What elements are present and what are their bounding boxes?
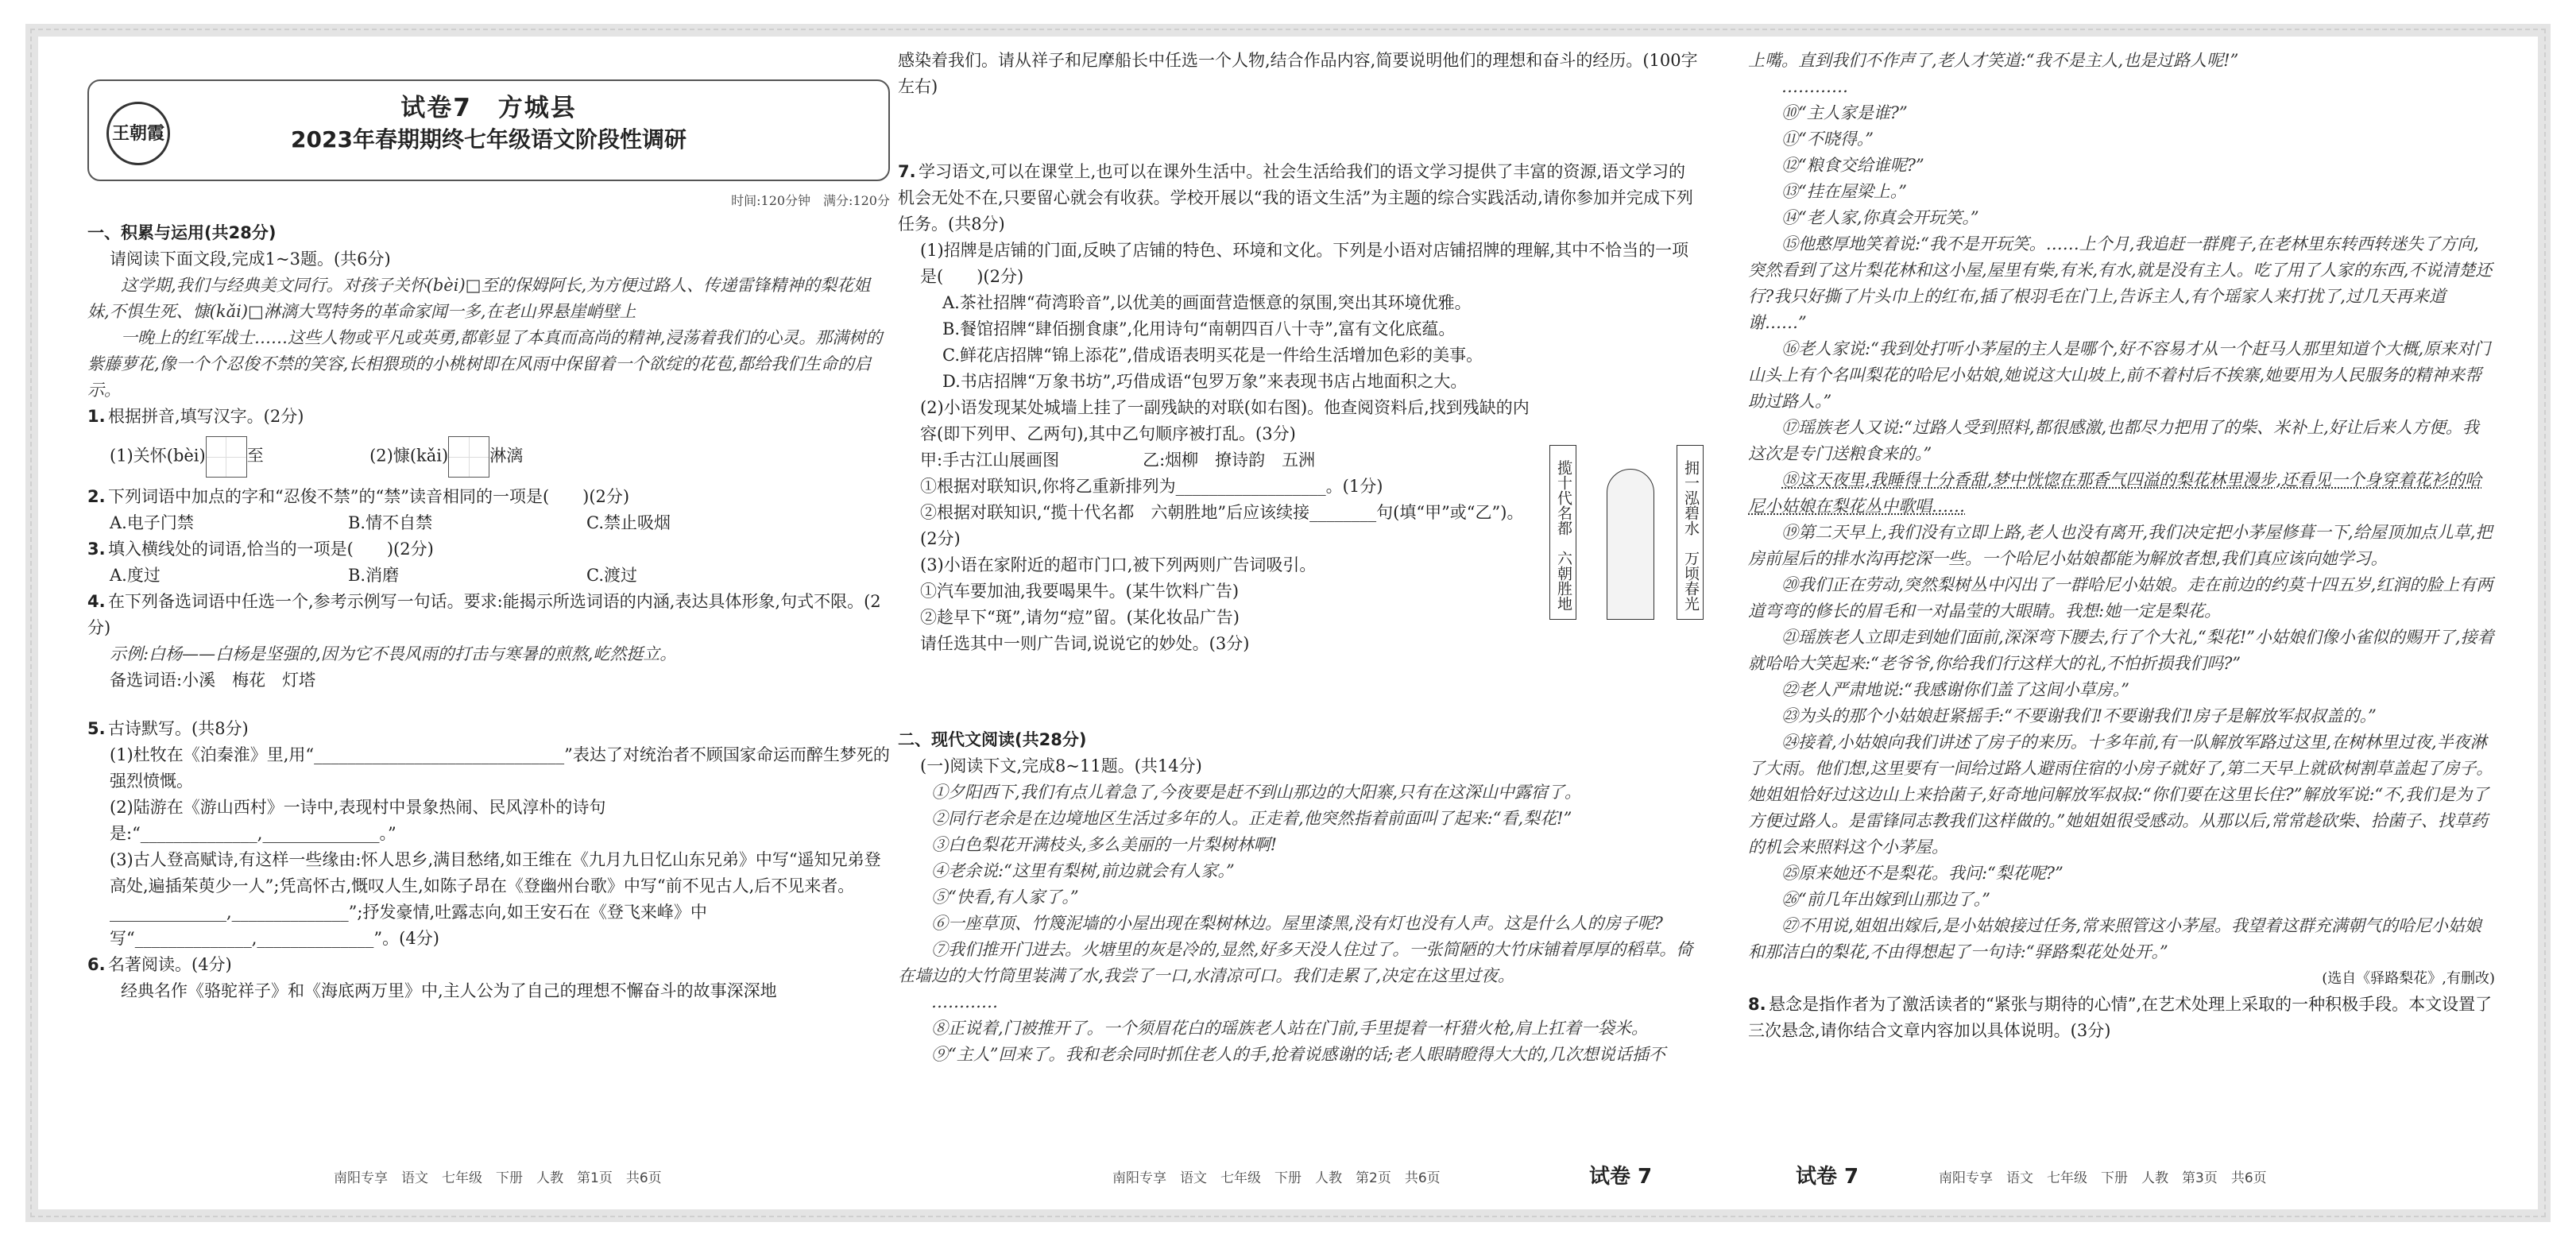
- q1a-box[interactable]: [206, 436, 247, 478]
- q7-couplet-lines: 甲:手古江山展画图 乙:烟柳 撩诗韵 五洲: [920, 451, 1316, 470]
- story-para: ㉓为头的那个小姑娘赶紧摇手:“不要谢我们!不要谢我们!房子是解放军叔叔盖的。”: [1781, 706, 2377, 725]
- q5-text: 古诗默写。(共8分): [108, 719, 249, 738]
- q6-text: 名著阅读。(4分): [108, 955, 232, 974]
- footer-page-2: 南阳专享 语文 七年级 下册 人教 第2页 共6页: [1112, 1170, 1441, 1186]
- section-1-title: 一、积累与运用(共28分): [87, 223, 277, 242]
- q3-options: A.度过 B.消磨 C.渡过: [110, 566, 637, 585]
- q8-number: 8.: [1748, 995, 1766, 1014]
- q7-subq-1: ①根据对联知识,你将乙重新排列为__________________。(1分): [920, 477, 1383, 496]
- q5-number: 5.: [87, 719, 106, 738]
- footer-exam-label-2: 试卷 7: [1796, 1165, 1859, 1189]
- section-1-intro: 请阅读下面文段,完成1~3题。(共6分): [110, 249, 391, 269]
- q7-part-1: (1)招牌是店铺的门面,反映了店铺的特色、环境和文化。下列是小语对店铺招牌的理解,其中不恰当的一项是( )(2分): [920, 241, 1689, 286]
- q5-part-2: (2)陆游在《游山西村》一诗中,表现村中景象热闹、民风淳朴的诗句是:“______________,______________。”: [110, 798, 606, 843]
- q2-text: 下列词语中加点的字和“忍俊不禁”的“禁”读音相同的一项是( )(2分): [108, 487, 630, 506]
- q1-text: 根据拼音,填写汉字。(2分): [108, 407, 304, 426]
- footer-page-3: 南阳专享 语文 七年级 下册 人教 第3页 共6页: [1939, 1170, 2267, 1186]
- q4-words: 备选词语:小溪 梅花 灯塔: [110, 671, 316, 690]
- q7-subq-2: ②根据对联知识,“揽十代名都 六朝胜地”后应该续接________句(填“甲”或“乙”)。(2分): [920, 503, 1524, 548]
- story-ellipsis: …………: [931, 992, 998, 1011]
- q3-number: 3.: [87, 540, 106, 559]
- story-para: ⑲第二天早上,我们没有立即上路,老人也没有离开,我们决定把小茅屋修葺一下,给屋顶加点儿草,把房前屋后的排水沟再挖深一些。一个哈尼小姑娘都能为解放者想,我们真应该向她学习。: [1748, 523, 2493, 568]
- section-2-title: 二、现代文阅读(共28分): [898, 730, 1087, 749]
- q7-text: 学习语文,可以在课堂上,也可以在课外生活中。社会生活给我们的语文学习提供了丰富的资源,语文学习的机会无处不在,只要留心就会有收获。学校开展以“我的语文生活”为主题的综合实践活动,请你参加并完成下列任务。(共8分): [898, 162, 1693, 234]
- q2-options: A.电子门禁 B.情不自禁 C.禁止吸烟: [110, 513, 671, 532]
- story-para: ㉔接着,小姑娘向我们讲述了房子的来历。十多年前,有一队解放军路过这里,在树林里过夜,半夜淋了大雨。他们想,这里要有一间给过路人避雨住宿的小房子就好了,第二天早上就砍树割草盖起了房子。她姐姐恰好过这边山上来拾菌子,好奇地问解放军叔叔:“你们要在这里长住?”解放军说:“不,我们是为了方便过路人。是雷锋同志教我们这样做的。”她姐姐很受感动。从那以后,常常趁砍柴、拾菌子、找草药的机会来照料这个小茅屋。: [1748, 733, 2493, 857]
- story-source: (选自《驿路梨花》,有删改): [2322, 970, 2495, 987]
- story-para-underlined: ⑱这天夜里,我睡得十分香甜,梦中恍惚在那香气四溢的梨花林里漫步,还看见一个身穿着花衫的哈尼小姑娘在梨花丛中歌唱……: [1748, 470, 2482, 516]
- story-para: ㉒老人严肃地说:“我感谢你们盖了这间小草房。”: [1781, 680, 2130, 699]
- q6-prompt: 经典名作《骆驼祥子》和《海底两万里》中,主人公为了自己的理想不懈奋斗的故事深深地: [121, 981, 777, 1000]
- story-para: ⑯老人家说:“我到处打听小茅屋的主人是哪个,好不容易才从一个赶马人那里知道个大概,原来对门山头上有个名叫梨花的哈尼小姑娘,她说这大山坡上,前不着村后不挨寨,她要用为人民服务的精神来帮助过路人。”: [1748, 339, 2491, 411]
- q7-option-c[interactable]: C.鲜花店招牌“锦上添花”,借成语表明买花是一件给生活增加色彩的美事。: [942, 346, 1483, 365]
- exam-meta: 时间:120分钟 满分:120分: [731, 193, 890, 208]
- story-para: ⑪“不晓得。”: [1781, 130, 1874, 149]
- story-para: ⑨“主人”回来了。我和老余同时抓住老人的手,抢着说感谢的话;老人眼睛瞪得大大的,几次想说话插不: [931, 1045, 1665, 1064]
- footer-exam-label-1: 试卷 7: [1589, 1165, 1653, 1189]
- story-para: ⑫“粮食交给谁呢?”: [1781, 156, 1924, 175]
- q3-text: 填入横线处的词语,恰当的一项是( )(2分): [108, 540, 434, 559]
- story-para: ④老余说:“这里有梨树,前边就会有人家。”: [931, 861, 1235, 880]
- story-para: ⑧正说着,门被推开了。一个须眉花白的瑶族老人站在门前,手里提着一杆猎火枪,肩上扛着一袋米。: [931, 1019, 1649, 1038]
- story-para: ⑮他憨厚地笑着说:“我不是开玩笑。……上个月,我追赶一群麂子,在老林里东转西转迷失了方向,突然看到了这片梨花林和这小屋,屋里有柴,有米,有水,就是没有主人。吃了用了人家的东西,不说清楚还行?我只好撕了片头巾上的红布,插了根羽毛在门上,告诉主人,有个瑶家人来打扰了,过几天再来道谢……”: [1748, 234, 2493, 332]
- couplet-illustration: [1549, 445, 1708, 628]
- q7-ad-2: ②趁早下“斑”,请勿“痘”留。(某化妆品广告): [920, 608, 1240, 627]
- story-para: ⑳我们正在劳动,突然梨树丛中闪出了一群哈尼小姑娘。走在前边的约莫十四五岁,红润的脸上有两道弯弯的修长的眉毛和一对晶莹的大眼睛。我想:她一定是梨花。: [1748, 575, 2493, 621]
- q1-answers: (1)关怀(bèi) 至 (2)慷(kǎi) 淋漓: [87, 436, 890, 478]
- q7-part-3: (3)小语在家附近的超市门口,被下列两则广告词吸引。: [920, 555, 1317, 574]
- publisher-logo: 王朝霞: [106, 102, 170, 165]
- q1-number: 1.: [87, 407, 106, 426]
- couplet-left: 揽十代名都 六朝胜地: [1549, 445, 1576, 620]
- q1b-box[interactable]: [448, 436, 489, 478]
- story-ellipsis: …………: [1781, 77, 1848, 96]
- story-para: ②同行老余是在边境地区生活过多年的人。正走着,他突然指着前面叫了起来:“看,梨花!”: [931, 809, 1572, 828]
- footer-page-1: 南阳专享 语文 七年级 下册 人教 第1页 共6页: [334, 1170, 662, 1186]
- q5-part-3: (3)古人登高赋诗,有这样一些缘由:怀人思乡,满目愁绪,如王维在《九月九日忆山东兄弟》中写“遥知兄弟登高处,遍插茱萸少一人”;凭高怀古,慨叹人生,如陈子昂在《登幽州台歌》中写“前不见古人,后不见来者。______________,______________”;抒发豪情,吐露志向,如王安石在《登飞来峰》中写“______________,______________”。(4分): [110, 850, 881, 948]
- story-para: ①夕阳西下,我们有点儿着急了,今夜要是赶不到山那边的大阳寨,只有在这深山中露宿了。: [931, 783, 1582, 802]
- q8-text: 悬念是指作者为了激活读者的“紧张与期待的心情”,在艺术处理上采取的一种积极手段。本文设置了三次悬念,请你结合文章内容加以具体说明。(3分): [1748, 995, 2493, 1040]
- couplet-right: 拥一泓碧水 万顷春光: [1677, 445, 1704, 620]
- q4-example: 示例:白杨——白杨是坚强的,因为它不畏风雨的打击与寒暑的煎熬,屹然挺立。: [110, 644, 677, 663]
- column-1: [87, 48, 890, 1004]
- story-para: ⑰瑶族老人又说:“过路人受到照料,都很感激,也都尽力把用了的柴、米补上,好让后来人方便。我这次是专门送粮食来的。”: [1748, 418, 2479, 463]
- passage-para-2: 一晚上的红军战士……这些人物或平凡或英勇,都彰显了本真而高尚的精神,浸荡着我们的心灵。那满树的紫藤萝花,像一个个忍俊不禁的笑容,长相猥琐的小桃树即在风雨中保留着一个欲绽的花苞,都给我们生命的启示。: [87, 328, 883, 400]
- story-para: ㉑瑶族老人立即走到她们面前,深深弯下腰去,行了个大礼,“梨花!”小姑娘们像小雀似的赐开了,接着就哈哈大笑起来:“老爷爷,你给我们行这样大的礼,不怕折损我们吗?”: [1748, 628, 2494, 673]
- exam-subtitle: 2023年春期期终七年级语文阶段性调研: [291, 126, 687, 153]
- q2-number: 2.: [87, 487, 106, 506]
- column-3: [1748, 48, 2495, 1044]
- q7-option-d[interactable]: D.书店招牌“万象书坊”,巧借成语“包罗万象”来表现书店占地面积之大。: [942, 372, 1468, 391]
- story-para: ⑭“老人家,你真会开玩笑。”: [1781, 208, 1979, 227]
- q5-part-1: (1)杜牧在《泊秦淮》里,用“______________________________”表达了对统治者不顾国家命运而醉生梦死的强烈愤慨。: [110, 745, 890, 791]
- story-para: ⑬“挂在屋梁上。”: [1781, 182, 1907, 201]
- q7-number: 7.: [898, 162, 916, 181]
- q7-ad-prompt: 请任选其中一则广告词,说说它的妙处。(3分): [920, 634, 1250, 653]
- story-para: ㉕原来她还不是梨花。我问:“梨花呢?”: [1781, 864, 2064, 883]
- section-2-intro: (一)阅读下文,完成8~11题。(共14分): [920, 756, 1202, 775]
- story-para: ⑦我们推开门进去。火塘里的灰是冷的,显然,好多天没人住过了。一张简陋的大竹床铺着厚厚的稻草。倚在墙边的大竹筒里装满了水,我尝了一口,水清凉可口。我们走累了,决定在这里过夜。: [898, 940, 1693, 985]
- story-para: ㉗不用说,姐姐出嫁后,是小姑娘接过任务,常来照管这小茅屋。我望着这群充满朝气的哈尼小姑娘和那洁白的梨花,不由得想起了一句诗:“驿路梨花处处开。”: [1748, 916, 2482, 961]
- story-para: 上嘴。直到我们不作声了,老人才笑道:“我不是主人,也是过路人呢!”: [1748, 51, 2239, 70]
- q6-number: 6.: [87, 955, 106, 974]
- q7-option-b[interactable]: B.餐馆招牌“肆佰捌食康”,化用诗句“南朝四百八十寺”,富有文化底蕴。: [942, 319, 1456, 338]
- exam-header: [87, 79, 890, 181]
- passage-para-1: 这学期,我们与经典美文同行。对孩子关怀(bèi)□至的保姆阿长,为方便过路人、传递雷锋精神的梨花姐妹,不惧生死、慷(kǎi)□淋漓大骂特务的革命家闻一多,在老山界悬崖峭壁上: [87, 276, 871, 321]
- exam-title: 试卷7 方城县: [400, 94, 577, 122]
- q4-number: 4.: [87, 592, 106, 611]
- story-para: ⑩“主人家是谁?”: [1781, 103, 1908, 122]
- q7-option-a[interactable]: A.茶社招牌“荷湾聆音”,以优美的画面营造惬意的氛围,突出其环境优雅。: [942, 293, 1472, 312]
- q7-part-2: (2)小语发现某处城墙上挂了一副残缺的对联(如右图)。他查阅资料后,找到残缺的内容(即下列甲、乙两句),其中乙句顺序被打乱。(3分): [920, 398, 1530, 443]
- story-para: ⑤“快看,有人家了。”: [931, 888, 1079, 907]
- story-para: ㉖“前几年出嫁到山那边了。”: [1781, 890, 1990, 909]
- story-para: ⑥一座草顶、竹篾泥墙的小屋出现在梨树林边。屋里漆黑,没有灯也没有人声。这是什么人的房子呢?: [931, 914, 1663, 933]
- q4-text: 在下列备选词语中任选一个,参考示例写一句话。要求:能揭示所选词语的内涵,表达具体形象,句式不限。(2分): [87, 592, 881, 637]
- story-para: ③白色梨花开满枝头,多么美丽的一片梨树林啊!: [931, 835, 1278, 854]
- q7-ad-1: ①汽车要加油,我要喝果牛。(某牛饮料广告): [920, 582, 1240, 601]
- archway: [1607, 469, 1654, 620]
- q6-prompt-cont: 感染着我们。请从祥子和尼摩船长中任选一个人物,结合作品内容,简要说明他们的理想和奋斗的经历。(100字左右): [898, 51, 1698, 96]
